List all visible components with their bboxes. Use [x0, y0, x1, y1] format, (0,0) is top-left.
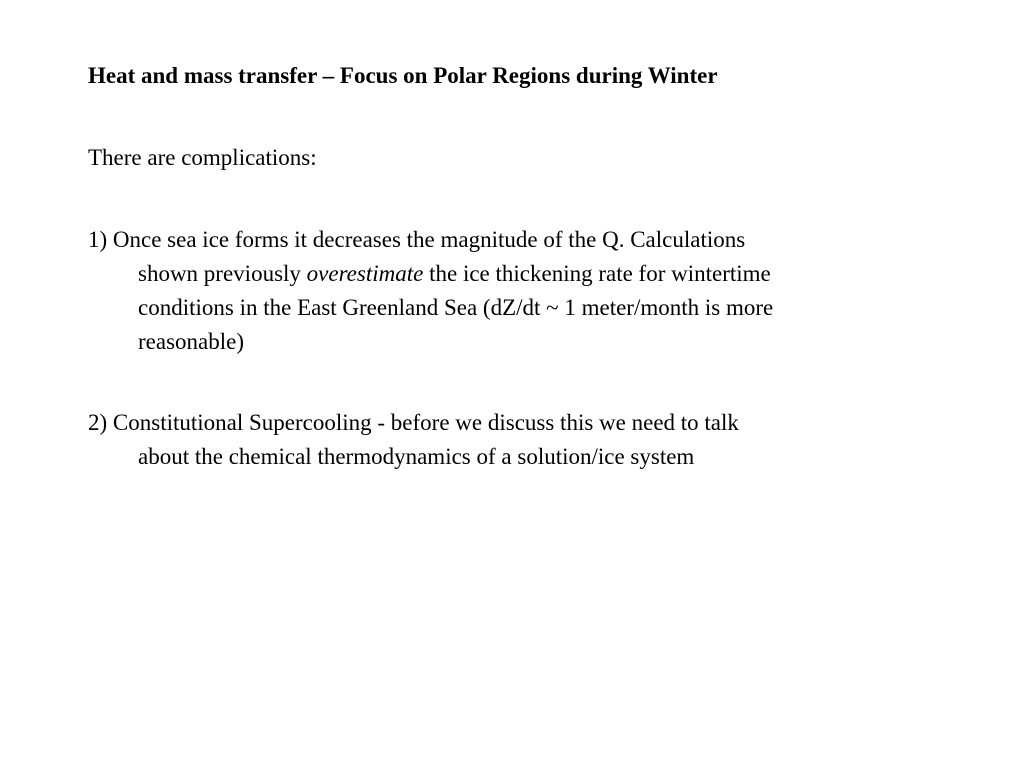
list-item-2 — [88, 406, 948, 474]
item-1-line-3: conditions in the East Greenland Sea (dZ/dt ~ 1 meter/month is more — [138, 295, 774, 320]
item-2-line-1: 2) Constitutional Supercooling - before we discuss this we need to talk — [88, 410, 739, 435]
item-1-line-2 — [88, 257, 948, 291]
list-item-1 — [88, 223, 948, 359]
item-1-text-before-emphasis: shown previously — [138, 261, 307, 286]
intro-text: There are complications: — [88, 145, 317, 170]
item-2-line-2: about the chemical thermodynamics of a solution/ice system — [138, 444, 695, 469]
item-1-text-after-emphasis: the ice thickening rate for wintertime — [423, 261, 771, 286]
item-1-line-4: reasonable) — [138, 329, 244, 354]
emphasis-text: overestimate — [306, 261, 424, 286]
slide-title: Heat and mass transfer – Focus on Polar Regions during Winter — [88, 63, 718, 88]
item-1-line-1: 1) Once sea ice forms it decreases the magnitude of the Q. Calculations — [88, 227, 746, 252]
